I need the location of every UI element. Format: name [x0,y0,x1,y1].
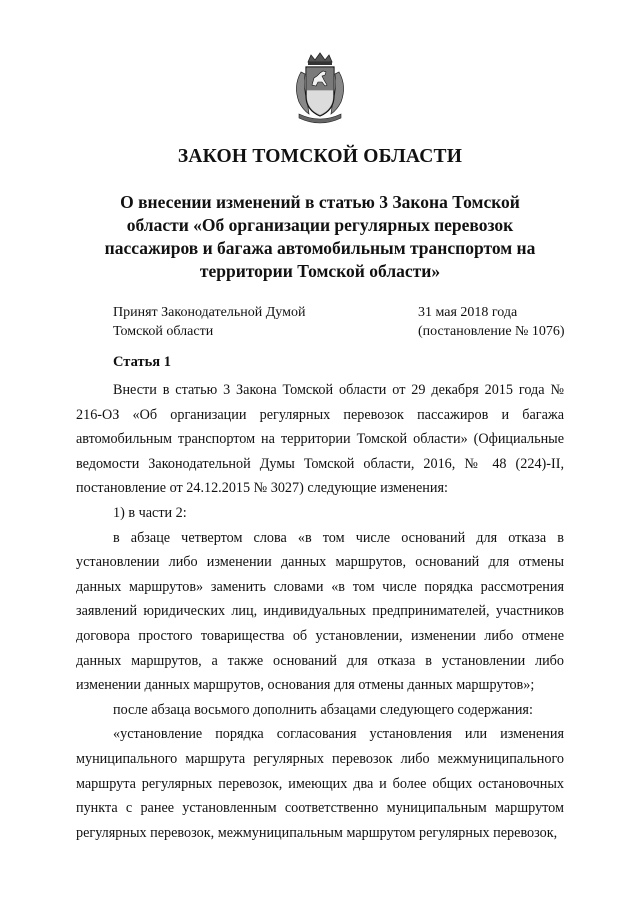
adoption-body-line-1: Принят Законодательной Думой [113,305,306,320]
adoption-body [113,303,305,341]
law-subtitle: О внесении изменений в статью 3 Закона Томской области «Об организации регулярных перевозок пассажиров и багажа автомобильным транспортом на территории Томской области» [104,192,536,281]
article-paragraph-5: «установление порядка согласования установления или изменения муниципального маршрута регулярных перевозок либо межмуниципального маршрута регулярных перевозок, имеющих два и более общих остановочных пункта с ранее установленным соответственно муниципальным маршрутом регулярных перевозок, межмуниципальным маршрутом регулярных перевозок, [76,726,564,841]
article-paragraph-3: в абзаце четвертом слова «в том числе оснований для отказа в установлении либо изменении данных маршрутов, оснований для отмены данных маршрутов» заменить словами «в том числе порядка рассмотрения заявлений юридических лиц, индивидуальных предпринимателей, участников договора простого товарищества об установлении, изменении либо отмене данных маршрутов, а также оснований для отказа в установлении либо изменении данных маршрутов, основания для отмены данных маршрутов»; [76,529,564,694]
article-paragraph-2: 1) в части 2: [113,504,187,521]
article-paragraph-4: после абзаца восьмого дополнить абзацами следующего содержания: [113,701,533,718]
adoption-date [418,303,565,341]
adoption-resolution-line: (постановление № 1076) [418,324,565,339]
article-heading: Статья 1 [113,354,171,370]
coat-of-arms-icon [291,52,349,124]
article-body [76,378,564,845]
adoption-date-line: 31 мая 2018 года [418,305,518,320]
law-title: ЗАКОН ТОМСКОЙ ОБЛАСТИ [177,146,463,167]
adoption-body-line-2: Томской области [113,324,214,339]
article-paragraph-1: Внести в статью 3 Закона Томской области от 29 декабря 2015 года № 216-ОЗ «Об организации регулярных перевозок пассажиров и багажа автомобильным транспортом на территории Томской области» (Официальные ведомости Законодательной Думы Томской области, 2016, № 48 (224)-II, постановление от 24.12.2015 № 3027) следующие изменения: [76,382,564,497]
